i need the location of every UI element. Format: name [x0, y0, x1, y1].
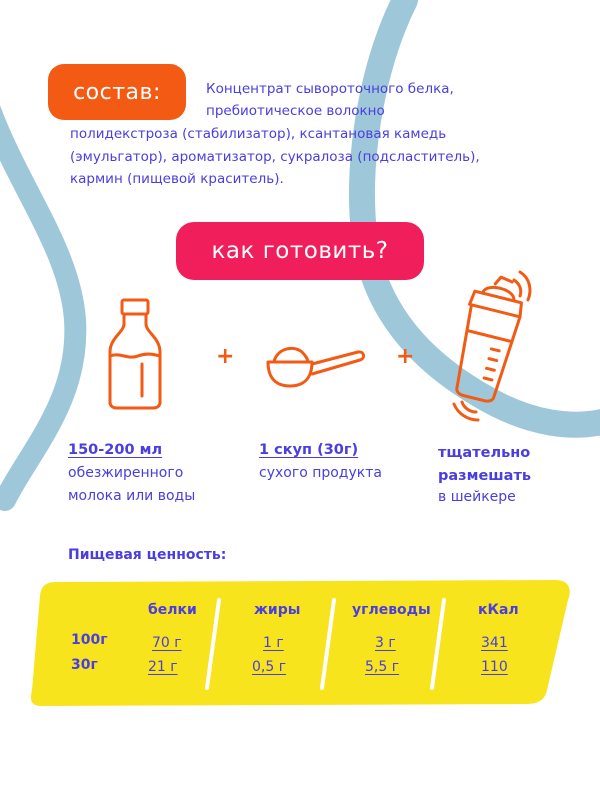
composition-label: состав: — [48, 64, 186, 120]
cell-30g-kcal: 110 — [481, 659, 508, 675]
step-1-sub-line-2: молока или воды — [68, 488, 196, 504]
column-header-fats: жиры — [254, 602, 301, 618]
plus-sign-2: + — [396, 344, 415, 369]
column-header-kcal: кКал — [478, 602, 519, 618]
plus-sign-1: + — [216, 344, 235, 369]
composition-line-2: пребиотическое волокно — [206, 103, 385, 119]
composition-line-4: (эмульгатор), ароматизатор, сукралоза (подсластитель), — [70, 148, 480, 165]
step-1-title: 150-200 мл — [68, 442, 163, 458]
composition-line-5: кармин (пищевой краситель). — [70, 171, 284, 187]
column-header-proteins: белки — [148, 602, 197, 618]
cell-100g-carbs: 3 г — [375, 635, 396, 651]
row-label-30g: 30г — [71, 657, 98, 673]
cell-30g-fats: 0,5 г — [252, 659, 287, 675]
nutrition-title: Пищевая ценность: — [68, 547, 227, 563]
step-2-sub-line-1: сухого продукта — [259, 465, 382, 481]
howto-title: как готовить? — [176, 222, 424, 280]
composition-line-1: Концентрат сывороточного белка, — [206, 81, 454, 97]
cell-30g-carbs: 5,5 г — [365, 659, 400, 675]
step-3-title: тщательно размешать — [438, 445, 532, 484]
step-2-title: 1 скуп (30г) — [259, 442, 359, 458]
cell-30g-proteins: 21 г — [148, 659, 178, 675]
cell-100g-kcal: 341 — [481, 635, 508, 651]
step-1-sub-line-1: обезжиренного — [68, 465, 184, 481]
row-label-100g: 100г — [71, 632, 108, 648]
cell-100g-fats: 1 г — [263, 635, 284, 651]
composition-line-3: полидекстроза (стабилизатор), ксантановая камедь — [70, 126, 447, 142]
column-header-carbs: углеводы — [352, 602, 431, 618]
cell-100g-proteins: 70 г — [152, 635, 182, 651]
step-3-sub-line-1: в шейкере — [438, 489, 516, 505]
